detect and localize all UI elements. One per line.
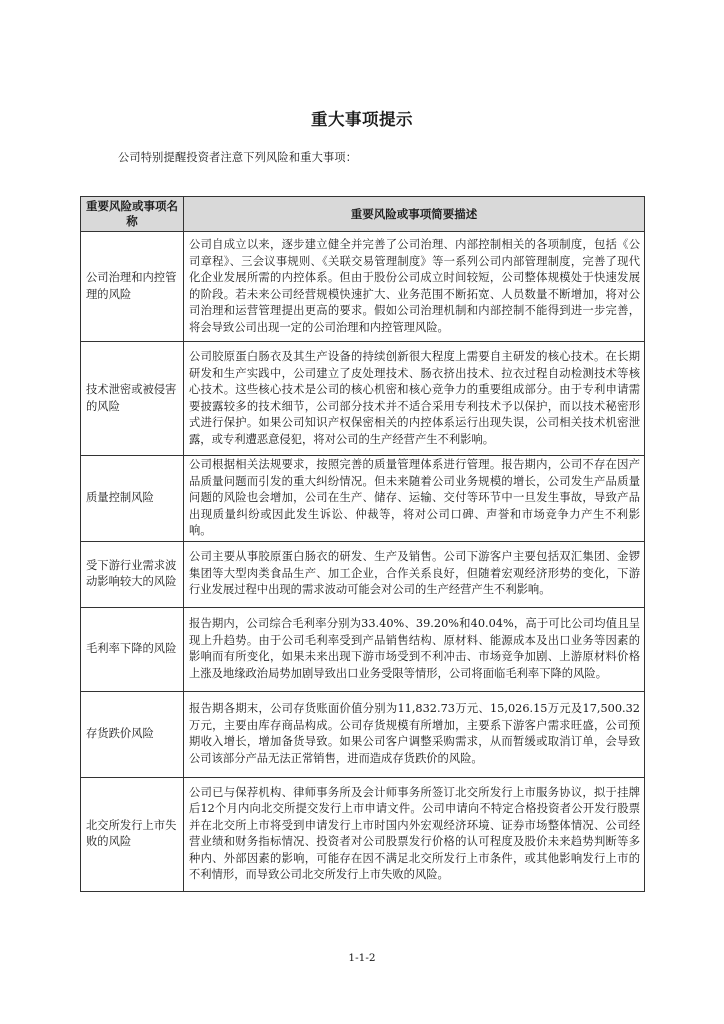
risk-name: 技术泄密或被侵害的风险 — [81, 342, 184, 456]
risk-description: 公司已与保荐机构、律师事务所及会计师事务所签订北交所发行上市服务协议，拟于挂牌后12个月内向北交所提交发行上市申请文件。公司申请向不特定合格投资者公开发行股票并在北交所上市将受到申请发行上市时国内外宏观经济环境、证券市场整体情况、公司经营业绩和财务指标情况、投资者对公司股票发行价格的认可程度及股价未来趋势判断等多种内、外部因素的影响，可能存在因不满足北交所发行上市条件，或其他影响发行上市的不利情形，而导致公司北交所发行上市失败的风险。 — [184, 777, 645, 891]
header-risk-name: 重要风险或事项名称 — [81, 197, 184, 232]
risk-name: 北交所发行上市失败的风险 — [81, 777, 184, 891]
table-row — [81, 777, 645, 891]
header-risk-description: 重要风险或事项简要描述 — [184, 197, 645, 232]
risk-name: 毛利率下降的风险 — [81, 607, 184, 691]
table-row — [81, 342, 645, 456]
risk-description: 公司胶原蛋白肠衣及其生产设备的持续创新很大程度上需要自主研发的核心技术。在长期研发和生产实践中，公司建立了皮处理技术、肠衣挤出技术、拉衣过程自动检测技术等核心技术。这些核心技术是公司的核心机密和核心竞争力的重要组成部分。由于专利申请需要披露较多的技术细节，公司部分技术并不适合采用专利技术予以保护，而以技术秘密形式进行保护。如果公司知识产权保密相关的内控体系运行出现失误，公司相关技术机密泄露，或专利遭恶意侵犯，将对公司的生产经营产生不利影响。 — [184, 342, 645, 456]
page-number: 1-1-2 — [348, 952, 376, 964]
page-title: 重大事项提示 — [311, 110, 413, 129]
table-header-row — [81, 197, 645, 232]
risk-name: 质量控制风险 — [81, 456, 184, 542]
risk-description: 公司根据相关法规要求，按照完善的质量管理体系进行管理。报告期内，公司不存在因产品质量问题而引发的重大纠纷情况。但未来随着公司业务规模的增长，公司发生产品质量问题的风险也会增加，公司在生产、储存、运输、交付等环节中一旦发生事故，导致产品出现质量纠纷或因此发生诉讼、仲裁等，将对公司口碑、声誉和市场竞争力产生不利影响。 — [184, 456, 645, 542]
table-row — [81, 541, 645, 607]
risk-table — [80, 196, 645, 892]
table-row — [81, 456, 645, 542]
risk-description: 公司自成立以来，逐步建立健全并完善了公司治理、内部控制相关的各项制度，包括《公司章程》、三会议事规则、《关联交易管理制度》等一系列公司内部管理制度，完善了现代化企业发展所需的内控体系。但由于股份公司成立时间较短，公司整体规模处于快速发展的阶段。若未来公司经营规模快速扩大、业务范围不断拓宽、人员数量不断增加，将对公司治理和运营管理提出更高的要求。假如公司治理机制和内部控制不能得到进一步完善，将会导致公司出现一定的公司治理和内控管理风险。 — [184, 232, 645, 342]
risk-description: 报告期各期末，公司存货账面价值分别为11,832.73万元、15,026.15万元及17,500.32万元，主要由库存商品构成。公司存货规模有所增加，主要系下游客户需求旺盛，公司预期收入增长，增加备货导致。如果公司客户调整采购需求，从而暂缓或取消订单，会导致公司该部分产品无法正常销售，进而造成存货跌价的风险。 — [184, 691, 645, 777]
table-row — [81, 607, 645, 691]
table-row — [81, 691, 645, 777]
risk-name: 受下游行业需求波动影响较大的风险 — [81, 541, 184, 607]
table-row — [81, 232, 645, 342]
intro-text: 公司特别提醒投资者注意下列风险和重大事项： — [118, 151, 358, 164]
risk-description: 公司主要从事胶原蛋白肠衣的研发、生产及销售。公司下游客户主要包括双汇集团、金锣集团等大型肉类食品生产、加工企业，合作关系良好，但随着宏观经济形势的变化，下游行业发展过程中出现的需求波动可能会对公司的生产经营产生不利影响。 — [184, 541, 645, 607]
risk-name: 存货跌价风险 — [81, 691, 184, 777]
risk-name: 公司治理和内控管理的风险 — [81, 232, 184, 342]
risk-description: 报告期内，公司综合毛利率分别为33.40%、39.20%和40.04%，高于可比公司均值且呈现上升趋势。由于公司毛利率受到产品销售结构、原材料、能源成本及出口业务等因素的影响而有所变化，如果未来出现下游市场受到不利冲击、市场竞争加剧、上游原材料价格上涨及地缘政治局势加剧导致出口业务受限等情形，公司将面临毛利率下降的风险。 — [184, 607, 645, 691]
